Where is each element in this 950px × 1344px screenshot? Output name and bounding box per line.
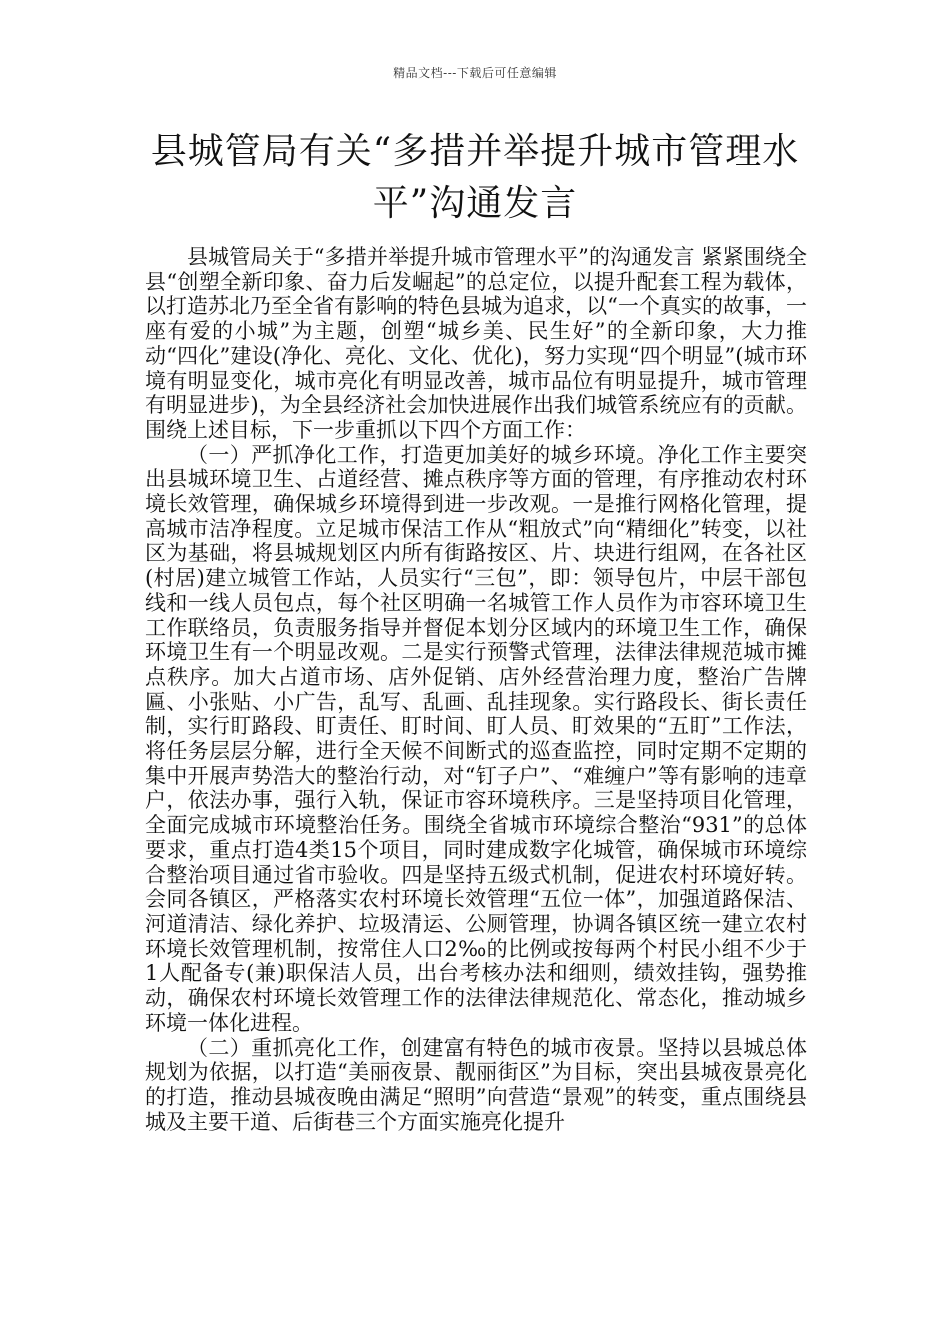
document-body bbox=[145, 245, 807, 1134]
paragraph-section-2: （二）重抓亮化工作，创建富有特色的城市夜景。坚持以县城总体规划为依据，以打造“美丽夜景、靓丽街区”为目标，突出县城夜景亮化的打造，推动县城夜晚由满足“照明”向营造“景观”的转变，重点围绕县城及主要干道、后街巷三个方面实施亮化提升 bbox=[145, 1035, 807, 1134]
paragraph-section-1: （一）严抓净化工作，打造更加美好的城乡环境。净化工作主要突出县城环境卫生、占道经营、摊点秩序等方面的管理，有序推动农村环境长效管理，确保城乡环境得到进一步改观。一是推行网格化管理，提高城市洁净程度。立足城市保洁工作从“粗放式”向“精细化”转变，以社区为基础，将县城规划区内所有街路按区、片、块进行组网，在各社区(村居)建立城管工作站，人员实行“三包”，即：领导包片，中层干部包线和一线人员包点，每个社区明确一名城管工作人员作为市容环境卫生工作联络员，负责服务指导并督促本划分区域内的环境卫生工作，确保环境卫生有一个明显改观。二是实行预警式管理，法律法律规范城市摊点秩序。加大占道市场、店外促销、店外经营治理力度，整治广告牌匾、小张贴、小广告，乱写、乱画、乱挂现象。实行路段长、街长责任制，实行盯路段、盯责任、盯时间、盯人员、盯效果的“五盯”工作法，将任务层层分解，进行全天候不间断式的巡查监控，同时定期不定期的集中开展声势浩大的整治行动，对“钉子户”、“难缠户”等有影响的违章户，依法办事，强行入轨，保证市容环境秩序。三是坚持项目化管理，全面完成城市环境整治任务。围绕全省城市环境综合整治“931”的总体要求，重点打造4类15个项目，同时建成数字化城管，确保城市环境综合整治项目通过省市验收。四是坚持五级式机制，促进农村环境好转。会同各镇区，严格落实农村环境长效管理“五位一体”，加强道路保洁、河道清洁、绿化养护、垃圾清运、公厕管理，协调各镇区统一建立农村环境长效管理机制，按常住人口2‰的比例或按每两个村民小组不少于1人配备专(兼)职保洁人员，出台考核办法和细则，绩效挂钩，强势推动，确保农村环境长效管理工作的法律法律规范化、常态化，推动城乡环境一体化进程。 bbox=[145, 442, 807, 1035]
header-note: 精品文档---下载后可任意编辑 bbox=[393, 66, 557, 80]
document-title: 县城管局有关“多措并举提升城市管理水平”沟通发言 bbox=[150, 131, 800, 224]
paragraph-intro: 县城管局关于“多措并举提升城市管理水平”的沟通发言 紧紧围绕全县“创塑全新印象、奋力后发崛起”的总定位，以提升配套工程为载体，以打造苏北乃至全省有影响的特色县城为追求，以“一个真实的故事，一座有爱的小城”为主题，创塑“城乡美、民生好”的全新印象，大力推动“四化”建设(净化、亮化、文化、优化)，努力实现“四个明显”(城市环境有明显变化，城市亮化有明显改善，城市品位有明显提升，城市管理有明显进步)，为全县经济社会加快进展作出我们城管系统应有的贡献。围绕上述目标，下一步重抓以下四个方面工作： bbox=[145, 245, 807, 442]
